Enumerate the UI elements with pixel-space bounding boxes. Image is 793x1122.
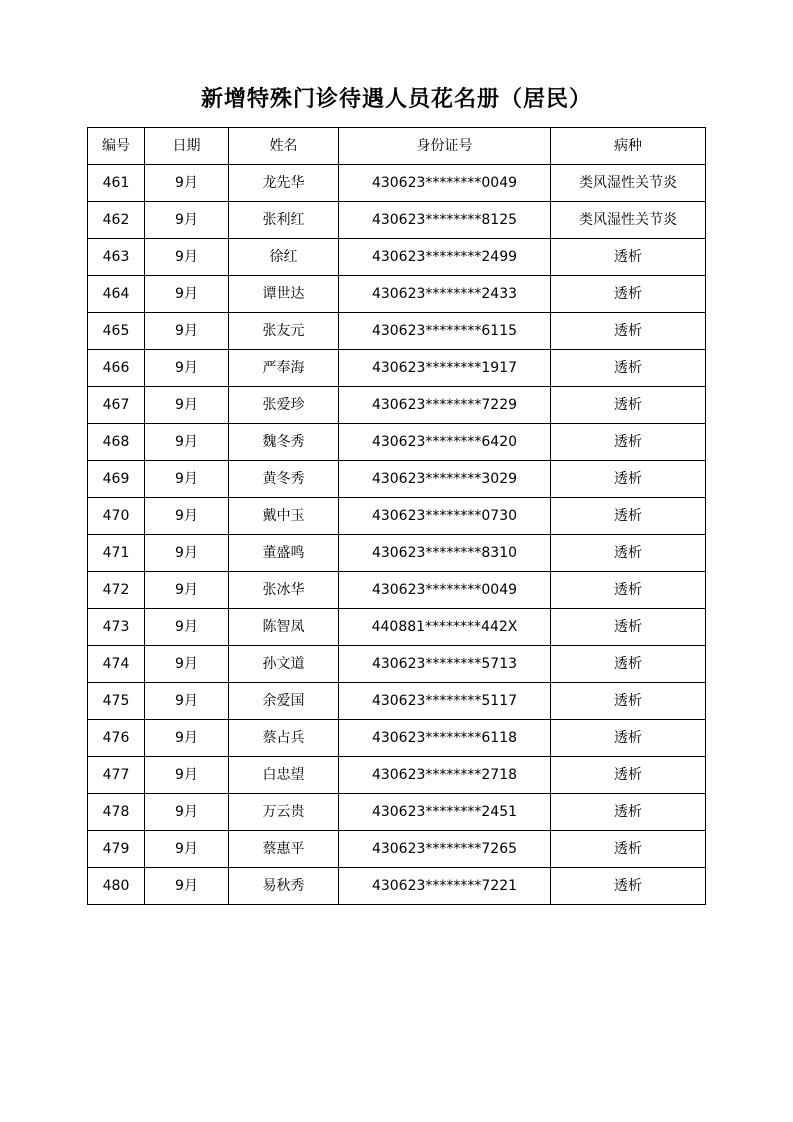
table-row — [88, 387, 706, 424]
cell-name: 易秋秀 — [229, 868, 339, 905]
table-header-row — [88, 128, 706, 165]
header-disease: 病种 — [551, 128, 706, 165]
cell-name: 张冰华 — [229, 572, 339, 609]
cell-disease: 透析 — [551, 424, 706, 461]
cell-no: 464 — [88, 276, 145, 313]
cell-disease: 透析 — [551, 461, 706, 498]
cell-id-number: 430623********0049 — [339, 572, 551, 609]
cell-date: 9月 — [145, 424, 229, 461]
table-row — [88, 424, 706, 461]
cell-date: 9月 — [145, 868, 229, 905]
table-row — [88, 720, 706, 757]
cell-disease: 透析 — [551, 276, 706, 313]
cell-id-number: 430623********2433 — [339, 276, 551, 313]
table-row — [88, 831, 706, 868]
cell-name: 张友元 — [229, 313, 339, 350]
table-row — [88, 535, 706, 572]
table-row — [88, 683, 706, 720]
table-row — [88, 202, 706, 239]
cell-no: 474 — [88, 646, 145, 683]
cell-no: 471 — [88, 535, 145, 572]
cell-name: 严奉海 — [229, 350, 339, 387]
cell-disease: 透析 — [551, 350, 706, 387]
cell-id-number: 430623********1917 — [339, 350, 551, 387]
cell-no: 476 — [88, 720, 145, 757]
cell-name: 万云贵 — [229, 794, 339, 831]
table-row — [88, 461, 706, 498]
cell-no: 477 — [88, 757, 145, 794]
cell-date: 9月 — [145, 350, 229, 387]
cell-id-number: 430623********6115 — [339, 313, 551, 350]
cell-name: 戴中玉 — [229, 498, 339, 535]
header-date: 日期 — [145, 128, 229, 165]
cell-no: 472 — [88, 572, 145, 609]
cell-no: 467 — [88, 387, 145, 424]
cell-name: 余爱国 — [229, 683, 339, 720]
cell-disease: 透析 — [551, 313, 706, 350]
cell-no: 475 — [88, 683, 145, 720]
table-row — [88, 350, 706, 387]
cell-date: 9月 — [145, 572, 229, 609]
cell-no: 463 — [88, 239, 145, 276]
cell-date: 9月 — [145, 831, 229, 868]
cell-disease: 透析 — [551, 572, 706, 609]
cell-date: 9月 — [145, 387, 229, 424]
cell-name: 蔡占兵 — [229, 720, 339, 757]
cell-id-number: 430623********5713 — [339, 646, 551, 683]
cell-id-number: 430623********8310 — [339, 535, 551, 572]
cell-name: 董盛鸣 — [229, 535, 339, 572]
cell-date: 9月 — [145, 609, 229, 646]
cell-id-number: 430623********7265 — [339, 831, 551, 868]
cell-name: 张爱珍 — [229, 387, 339, 424]
cell-date: 9月 — [145, 313, 229, 350]
cell-date: 9月 — [145, 757, 229, 794]
cell-name: 魏冬秀 — [229, 424, 339, 461]
cell-id-number: 430623********2499 — [339, 239, 551, 276]
header-id-number: 身份证号 — [339, 128, 551, 165]
cell-date: 9月 — [145, 683, 229, 720]
cell-name: 白忠望 — [229, 757, 339, 794]
table-row — [88, 572, 706, 609]
cell-no: 479 — [88, 831, 145, 868]
cell-no: 473 — [88, 609, 145, 646]
table-row — [88, 313, 706, 350]
cell-id-number: 430623********5117 — [339, 683, 551, 720]
cell-date: 9月 — [145, 202, 229, 239]
cell-name: 徐红 — [229, 239, 339, 276]
cell-no: 480 — [88, 868, 145, 905]
cell-disease: 透析 — [551, 646, 706, 683]
cell-no: 466 — [88, 350, 145, 387]
cell-disease: 透析 — [551, 387, 706, 424]
cell-disease: 透析 — [551, 239, 706, 276]
table-row — [88, 794, 706, 831]
cell-disease: 透析 — [551, 720, 706, 757]
table-row — [88, 165, 706, 202]
cell-id-number: 430623********3029 — [339, 461, 551, 498]
cell-id-number: 430623********7229 — [339, 387, 551, 424]
cell-date: 9月 — [145, 646, 229, 683]
header-no: 编号 — [88, 128, 145, 165]
table-row — [88, 239, 706, 276]
cell-id-number: 430623********7221 — [339, 868, 551, 905]
cell-no: 478 — [88, 794, 145, 831]
cell-name: 陈智凤 — [229, 609, 339, 646]
cell-disease: 透析 — [551, 609, 706, 646]
cell-name: 黄冬秀 — [229, 461, 339, 498]
cell-disease: 透析 — [551, 868, 706, 905]
cell-id-number: 430623********8125 — [339, 202, 551, 239]
cell-date: 9月 — [145, 276, 229, 313]
cell-name: 蔡惠平 — [229, 831, 339, 868]
cell-id-number: 430623********0049 — [339, 165, 551, 202]
cell-disease: 透析 — [551, 757, 706, 794]
cell-date: 9月 — [145, 239, 229, 276]
cell-no: 469 — [88, 461, 145, 498]
cell-date: 9月 — [145, 535, 229, 572]
cell-id-number: 430623********2451 — [339, 794, 551, 831]
cell-disease: 类风湿性关节炎 — [551, 202, 706, 239]
cell-disease: 透析 — [551, 794, 706, 831]
header-name: 姓名 — [229, 128, 339, 165]
page-title: 新增特殊门诊待遇人员花名册（居民） — [200, 86, 592, 112]
table-row — [88, 276, 706, 313]
cell-date: 9月 — [145, 461, 229, 498]
cell-no: 462 — [88, 202, 145, 239]
cell-no: 461 — [88, 165, 145, 202]
cell-id-number: 430623********2718 — [339, 757, 551, 794]
table-row — [88, 757, 706, 794]
cell-date: 9月 — [145, 498, 229, 535]
cell-disease: 透析 — [551, 535, 706, 572]
table-row — [88, 609, 706, 646]
cell-disease: 透析 — [551, 831, 706, 868]
cell-date: 9月 — [145, 165, 229, 202]
cell-id-number: 430623********6420 — [339, 424, 551, 461]
table-row — [88, 498, 706, 535]
cell-name: 张利红 — [229, 202, 339, 239]
cell-no: 470 — [88, 498, 145, 535]
cell-disease: 透析 — [551, 683, 706, 720]
cell-date: 9月 — [145, 720, 229, 757]
cell-no: 468 — [88, 424, 145, 461]
table-row — [88, 646, 706, 683]
cell-disease: 透析 — [551, 498, 706, 535]
cell-disease: 类风湿性关节炎 — [551, 165, 706, 202]
table-row — [88, 868, 706, 905]
cell-name: 龙先华 — [229, 165, 339, 202]
roster-table — [87, 127, 706, 905]
cell-id-number: 430623********0730 — [339, 498, 551, 535]
cell-name: 谭世达 — [229, 276, 339, 313]
cell-id-number: 430623********6118 — [339, 720, 551, 757]
cell-date: 9月 — [145, 794, 229, 831]
cell-no: 465 — [88, 313, 145, 350]
cell-id-number: 440881********442X — [339, 609, 551, 646]
cell-name: 孙文道 — [229, 646, 339, 683]
